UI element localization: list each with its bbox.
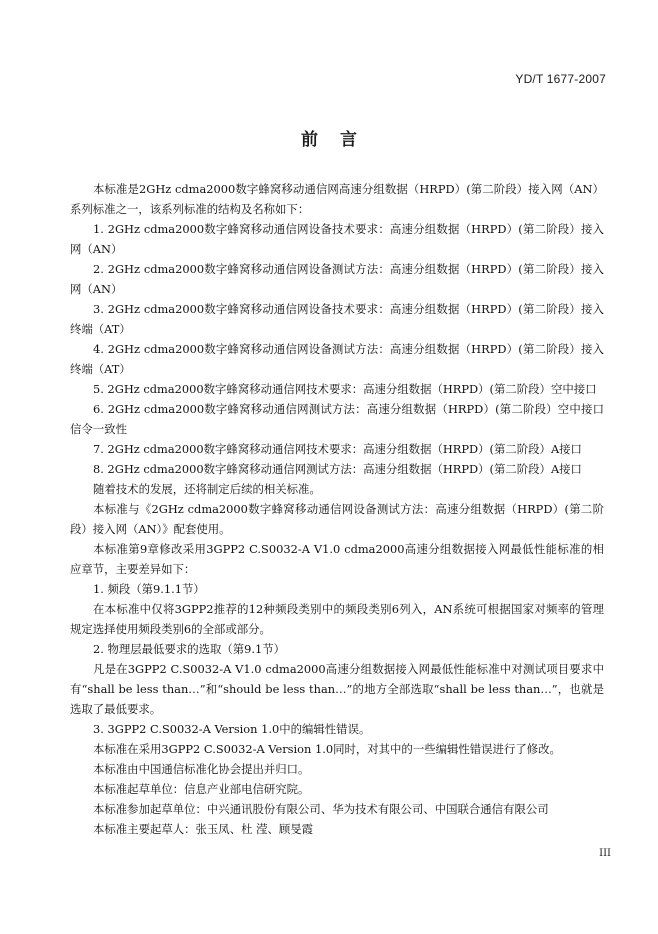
difference-1-heading: 1. 频段（第9.1.1节） — [93, 582, 205, 596]
paragraph-main-drafters: 本标准主要起草人：张玉凤、杜 滢、顾旻霞 — [93, 822, 314, 836]
list-item-series-3: 3. 2GHz cdma2000数字蜂窝移动通信网设备技术要求：高速分组数据（HRPD）(第二阶段）接入终端（AT） — [70, 302, 604, 336]
list-item-series-2: 2. 2GHz cdma2000数字蜂窝移动通信网设备测试方法：高速分组数据（HRPD）(第二阶段）接入网（AN） — [70, 262, 604, 296]
paragraph-participating-units: 本标准参加起草单位：中兴通讯股份有限公司、华为技术有限公司、中国联合通信有限公司 — [93, 802, 549, 816]
difference-3-text: 本标准在采用3GPP2 C.S0032-A Version 1.0同时，对其中的一些编辑性错误进行了修改。 — [93, 742, 561, 756]
standard-code: YD/T 1677-2007 — [515, 72, 606, 86]
list-item-series-6: 6. 2GHz cdma2000数字蜂窝移动通信网测试方法：高速分组数据（HRPD）(第二阶段）空中接口信令一致性 — [70, 402, 604, 436]
paragraph-proposer: 本标准由中国通信标准化协会提出并归口。 — [93, 762, 310, 776]
paragraph-chapter9-adoption: 本标准第9章修改采用3GPP2 C.S0032-A V1.0 cdma2000高速分组数据接入网最低性能标准的相应章节，主要差异如下： — [70, 542, 604, 576]
difference-1-text: 在本标准中仅将3GPP2推荐的12种频段类别中的频段类别6列入，AN系统可根据国家对频率的管理规定选择使用频段类别6的全部或部分。 — [70, 602, 604, 636]
paragraph-intro: 本标准是2GHz cdma2000数字蜂窝移动通信网高速分组数据（HRPD）(第二阶段）接入网（AN）系列标准之一，该系列标准的结构及名称如下： — [70, 182, 604, 216]
difference-2-text: 凡是在3GPP2 C.S0032-A V1.0 cdma2000高速分组数据接入网最低性能标准中对测试项目要求中有“shall be less than…”和“should be less than…”的地方全部选取“shall be less than…”，也就是选取了最低要求。 — [70, 662, 604, 716]
list-item-series-7: 7. 2GHz cdma2000数字蜂窝移动通信网技术要求：高速分组数据（HRPD）(第二阶段）A接口 — [93, 442, 582, 456]
paragraph-future-standards: 随着技术的发展，还将制定后续的相关标准。 — [93, 482, 321, 496]
page-number: III — [599, 848, 611, 859]
page-title: 前言 — [301, 130, 379, 150]
difference-2-heading: 2. 物理层最低要求的选取（第9.1节） — [93, 642, 286, 656]
paragraph-companion-standard: 本标准与《2GHz cdma2000数字蜂窝移动通信网设备测试方法：高速分组数据（HRPD）(第二阶段）接入网（AN）》配套使用。 — [70, 502, 604, 536]
list-item-series-5: 5. 2GHz cdma2000数字蜂窝移动通信网技术要求：高速分组数据（HRPD）(第二阶段）空中接口 — [93, 382, 597, 396]
list-item-series-8: 8. 2GHz cdma2000数字蜂窝移动通信网测试方法：高速分组数据（HRPD）(第二阶段）A接口 — [93, 462, 582, 476]
list-item-series-4: 4. 2GHz cdma2000数字蜂窝移动通信网设备测试方法：高速分组数据（HRPD）(第二阶段）接入终端（AT） — [70, 342, 604, 376]
list-item-series-1: 1. 2GHz cdma2000数字蜂窝移动通信网设备技术要求：高速分组数据（HRPD）(第二阶段）接入网（AN） — [70, 222, 604, 256]
difference-3-heading: 3. 3GPP2 C.S0032-A Version 1.0中的编辑性错误。 — [93, 722, 371, 736]
paragraph-drafting-unit: 本标准起草单位：信息产业部电信研究院。 — [93, 782, 310, 796]
preface-body — [70, 179, 604, 839]
